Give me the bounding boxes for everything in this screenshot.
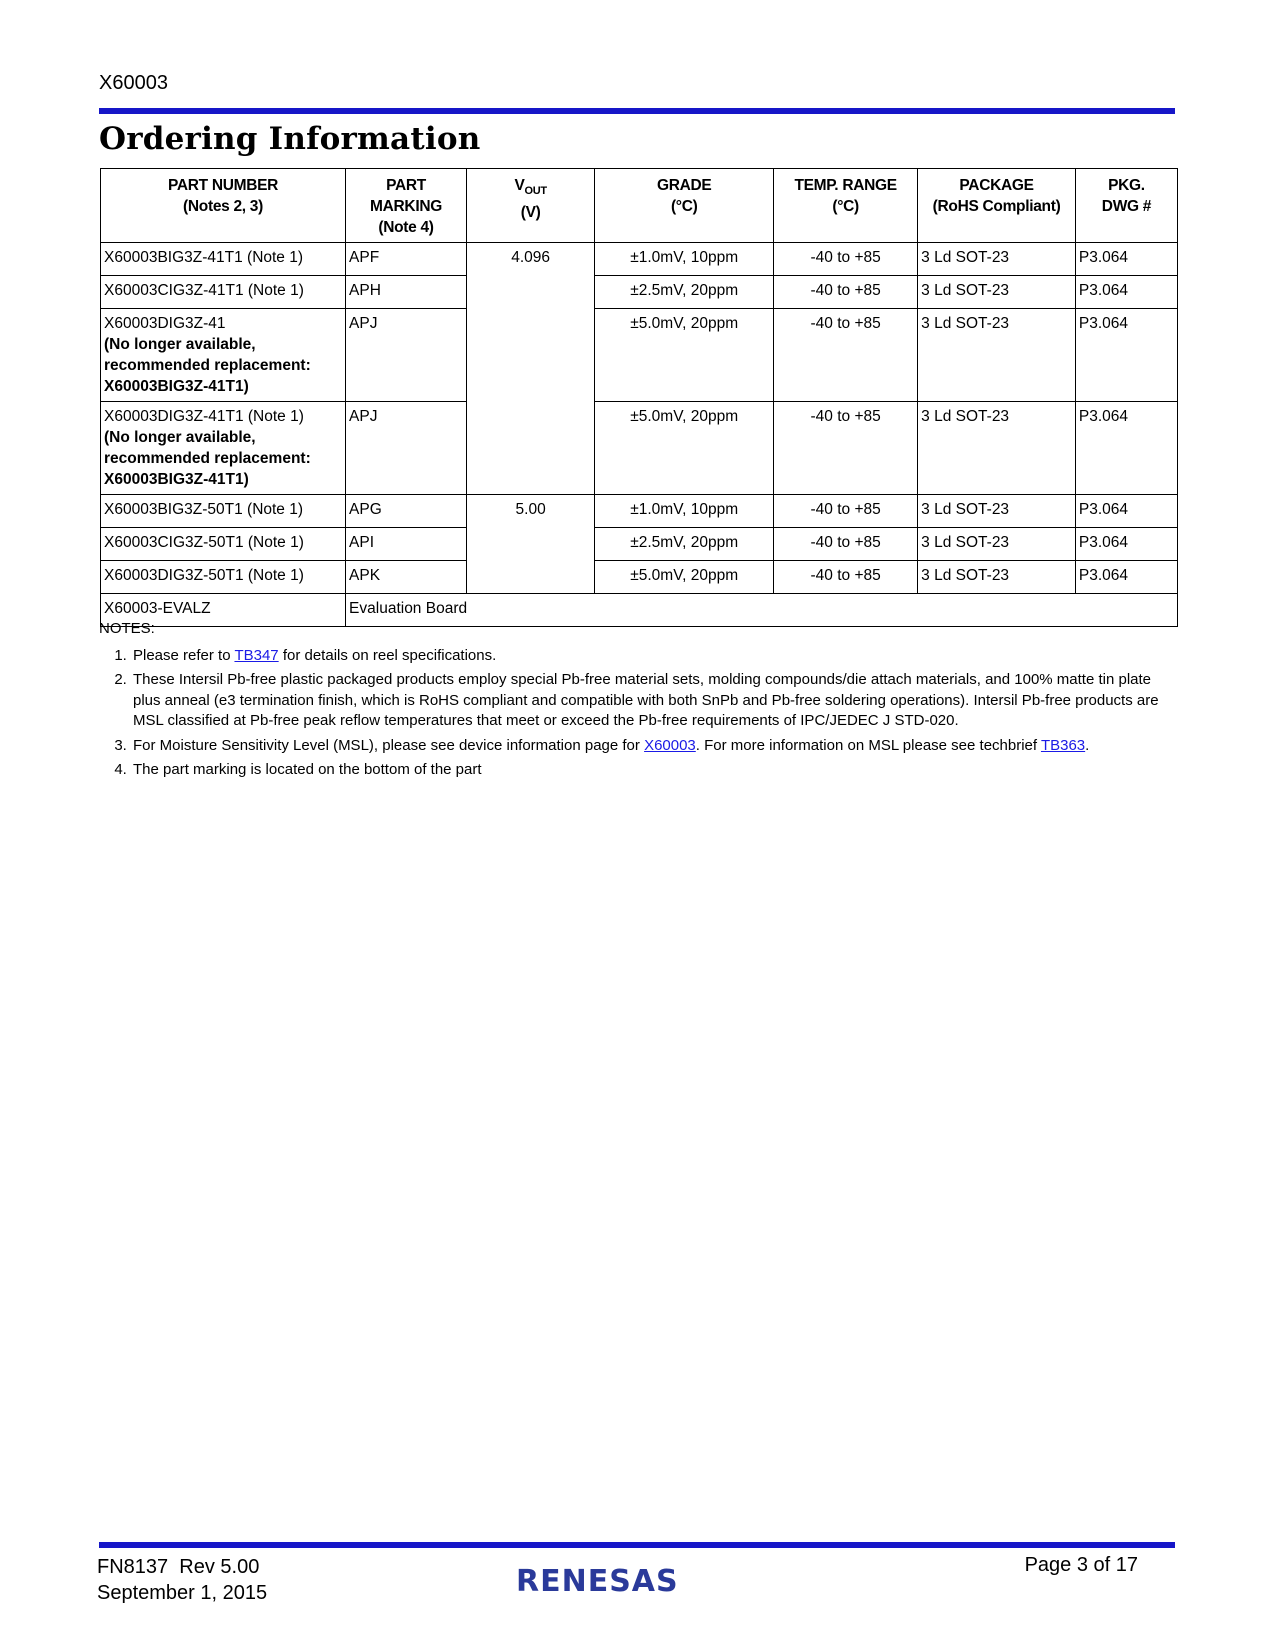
package-cell: 3 Ld SOT-23 (918, 243, 1076, 276)
footer-doc-info (97, 1554, 267, 1606)
part-marking-cell: APF (346, 243, 467, 276)
header-vout (466, 169, 594, 243)
vout-cell: 4.096 (466, 243, 594, 495)
temp-range-cell: -40 to +85 (774, 243, 918, 276)
header-part-marking-line2: (Note 4) (378, 219, 434, 236)
footer-rule (99, 1542, 1175, 1548)
note-text: . (1085, 736, 1090, 754)
notes-heading: NOTES: (99, 620, 155, 637)
package-cell: 3 Ld SOT-23 (918, 561, 1076, 594)
package-cell: 3 Ld SOT-23 (918, 276, 1076, 309)
header-package-line2: (RoHS Compliant) (932, 198, 1061, 215)
temp-range-cell: -40 to +85 (774, 402, 918, 495)
part-marking-cell: APG (346, 495, 467, 528)
header-pkg-dwg (1075, 169, 1177, 243)
part-number-text: X60003DIG3Z-41 (104, 315, 226, 332)
pkg-dwg-cell: P3.064 (1075, 528, 1177, 561)
package-cell: 3 Ld SOT-23 (918, 528, 1076, 561)
renesas-logo-text: RENESAS (516, 1564, 679, 1597)
header-temp-line1: TEMP. RANGE (794, 177, 897, 194)
part-number-cell: X60003BIG3Z-41T1 (Note 1) (101, 243, 346, 276)
part-marking-cell: API (346, 528, 467, 561)
header-temp-line2: (°C) (832, 198, 859, 215)
part-number-cell: X60003DIG3Z-50T1 (Note 1) (101, 561, 346, 594)
note-item (131, 736, 1179, 757)
header-vout-unit: (V) (520, 204, 541, 221)
obsolete-note-line: X60003BIG3Z-41T1) (104, 471, 249, 488)
part-number-cell: X60003CIG3Z-50T1 (Note 1) (101, 528, 346, 561)
temp-range-cell: -40 to +85 (774, 561, 918, 594)
temp-range-cell: -40 to +85 (774, 528, 918, 561)
header-pkg-dwg-line2: DWG # (1101, 198, 1152, 215)
pkg-dwg-cell: P3.064 (1075, 276, 1177, 309)
vout-cell: 5.00 (466, 495, 594, 594)
eval-description-cell: Evaluation Board (346, 594, 1178, 627)
package-cell: 3 Ld SOT-23 (918, 309, 1076, 402)
pkg-dwg-cell: P3.064 (1075, 402, 1177, 495)
table-row (101, 309, 1178, 402)
pkg-dwg-cell: P3.064 (1075, 243, 1177, 276)
grade-cell: ±1.0mV, 10ppm (595, 243, 774, 276)
note-item: 2. These Intersil Pb-free plastic packaged products employ special Pb-free material sets, molding compounds/die attach materials, and 100% matte tin plate plus anneal (e3 termination finish, which is RoHS compliant and compatible with both SnPb and Pb-free soldering operations). Intersil Pb-free products are MSL classified at Pb-free peak reflow temperatures that meet or exceed the Pb-free requirements of IPC/JEDEC J STD-020. (131, 670, 1179, 732)
header-part-number-line2: (Notes 2, 3) (183, 198, 263, 215)
section-title: Ordering Information (99, 121, 481, 157)
pkg-dwg-cell: P3.064 (1075, 561, 1177, 594)
note-text: . For more information on MSL please see techbrief (695, 736, 1041, 754)
grade-cell: ±5.0mV, 20ppm (595, 402, 774, 495)
header-package (918, 169, 1076, 243)
grade-cell: ±1.0mV, 10ppm (595, 495, 774, 528)
table-row (101, 528, 1178, 561)
notes-section (99, 619, 1179, 785)
table-row (101, 561, 1178, 594)
pkg-dwg-cell: P3.064 (1075, 309, 1177, 402)
table-row (101, 276, 1178, 309)
header-grade-line1: GRADE (656, 177, 712, 194)
header-part-marking (346, 169, 467, 243)
obsolete-note-line: X60003BIG3Z-41T1) (104, 378, 249, 395)
grade-cell: ±2.5mV, 20ppm (595, 276, 774, 309)
part-marking-cell: APK (346, 561, 467, 594)
obsolete-note-line: (No longer available, (104, 336, 256, 353)
document-title: X60003 (99, 72, 168, 94)
note-text: For Moisture Sensitivity Level (MSL), please see device information page for (133, 736, 645, 754)
header-part-marking-line1: PART MARKING (370, 177, 442, 215)
doc-revision: FN8137 Rev 5.00 (97, 1556, 260, 1578)
header-package-line1: PACKAGE (959, 177, 1034, 194)
grade-cell: ±2.5mV, 20ppm (595, 528, 774, 561)
table-row (101, 402, 1178, 495)
doc-date: September 1, 2015 (97, 1582, 268, 1604)
part-number-cell (101, 309, 346, 402)
header-rule (99, 108, 1175, 114)
obsolete-note-line: recommended replacement: (104, 450, 311, 467)
part-number-cell: X60003BIG3Z-50T1 (Note 1) (101, 495, 346, 528)
tb363-link[interactable]: TB363 (1040, 736, 1086, 754)
ordering-table (100, 168, 1178, 627)
table-row (101, 495, 1178, 528)
tb347-link[interactable]: TB347 (234, 646, 279, 664)
temp-range-cell: -40 to +85 (774, 495, 918, 528)
grade-cell: ±5.0mV, 20ppm (595, 309, 774, 402)
header-pkg-dwg-line1: PKG. (1108, 177, 1145, 194)
header-part-number-line1: PART NUMBER (167, 177, 279, 194)
part-marking-cell: APJ (346, 402, 467, 495)
header-vout-sub: OUT (524, 185, 547, 197)
note-item (131, 646, 1179, 667)
header-temp-range (774, 169, 918, 243)
part-number-cell (101, 402, 346, 495)
obsolete-note-line: recommended replacement: (104, 357, 311, 374)
part-marking-cell: APH (346, 276, 467, 309)
part-number-text: X60003DIG3Z-41T1 (Note 1) (104, 408, 304, 425)
table-row (101, 243, 1178, 276)
page-number: Page 3 of 17 (1024, 1554, 1138, 1576)
part-marking-cell: APJ (346, 309, 467, 402)
header-grade-line2: (°C) (670, 198, 698, 215)
obsolete-note-line: (No longer available, (104, 429, 256, 446)
package-cell: 3 Ld SOT-23 (918, 402, 1076, 495)
grade-cell: ±5.0mV, 20ppm (595, 561, 774, 594)
note-item: 4. The part marking is located on the bottom of the part (131, 760, 1179, 781)
temp-range-cell: -40 to +85 (774, 309, 918, 402)
package-cell: 3 Ld SOT-23 (918, 495, 1076, 528)
notes-list (99, 646, 1179, 781)
note-text: Please refer to (133, 646, 235, 664)
header-grade (595, 169, 774, 243)
table-header-row (101, 169, 1178, 243)
header-vout-main: V (514, 177, 525, 194)
pkg-dwg-cell: P3.064 (1075, 495, 1177, 528)
part-number-cell: X60003-EVALZ (101, 594, 346, 627)
renesas-logo (516, 1563, 710, 1597)
temp-range-cell: -40 to +85 (774, 276, 918, 309)
part-number-cell: X60003CIG3Z-41T1 (Note 1) (101, 276, 346, 309)
header-part-number (101, 169, 346, 243)
x60003-link[interactable]: X60003 (644, 736, 696, 754)
note-text: for details on reel specifications. (278, 646, 497, 664)
